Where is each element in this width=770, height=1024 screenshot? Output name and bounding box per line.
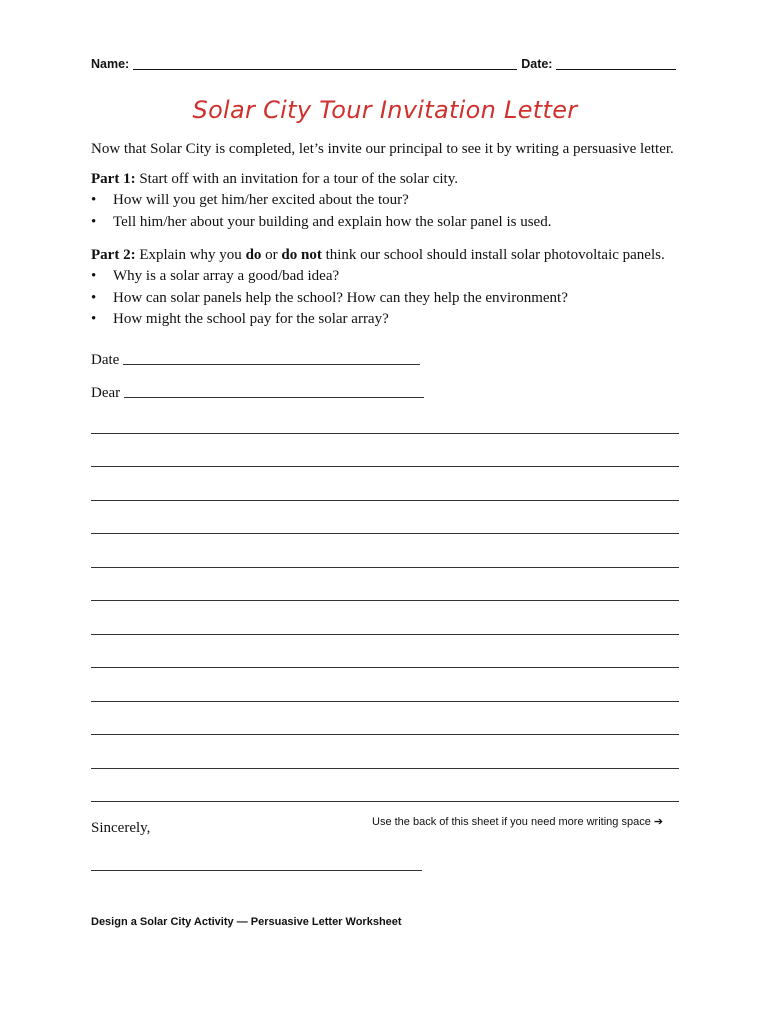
date-field[interactable] — [556, 57, 676, 70]
part-2-text: Explain why you — [135, 247, 246, 263]
list-item — [91, 288, 665, 310]
bullet-icon: • — [91, 289, 97, 306]
bullet-text: How will you get him/her excited about the tour? — [113, 192, 409, 208]
writing-line[interactable] — [91, 433, 679, 434]
writing-line[interactable] — [91, 500, 679, 501]
bullet-icon: • — [91, 213, 97, 230]
list-item — [91, 266, 665, 288]
list-item — [91, 212, 551, 234]
writing-line[interactable] — [91, 801, 679, 802]
part-1-text: Start off with an invitation for a tour of the solar city. — [135, 171, 458, 187]
footer-text: Design a Solar City Activity — Persuasive Letter Worksheet — [91, 916, 402, 928]
list-item — [91, 309, 665, 331]
list-item — [91, 190, 551, 212]
bullet-text: Tell him/her about your building and explain how the solar panel is used. — [113, 213, 552, 230]
writing-line[interactable] — [91, 600, 679, 601]
part-1-heading: Part 1: — [91, 171, 136, 187]
part-2-text-mid: or — [261, 247, 282, 263]
writing-line[interactable] — [91, 533, 679, 534]
letter-dear-label: Dear — [91, 385, 121, 401]
writing-line[interactable] — [91, 734, 679, 735]
part-2-emphasis-do: do — [245, 247, 262, 263]
part-2-emphasis-do-not: do not — [281, 247, 322, 263]
closing-text: Sincerely, — [91, 820, 151, 836]
bullet-text: Why is a solar array a good/bad idea? — [113, 268, 340, 284]
name-field[interactable] — [133, 57, 517, 70]
page-title: Solar City Tour Invitation Letter — [192, 96, 578, 124]
bullet-icon: • — [91, 192, 97, 208]
signature-line[interactable] — [91, 870, 422, 871]
header-fields — [91, 57, 676, 71]
name-label: Name: — [91, 57, 130, 71]
bullet-icon: • — [91, 268, 97, 284]
writing-line[interactable] — [91, 667, 679, 668]
letter-date-field[interactable] — [123, 351, 420, 365]
bullet-icon: • — [91, 311, 97, 327]
date-label: Date: — [521, 57, 553, 71]
part-2-section — [91, 244, 665, 331]
writing-line[interactable] — [91, 768, 679, 769]
letter-recipient-field[interactable] — [124, 384, 424, 398]
bullet-text: How can solar panels help the school? How can they help the environment? — [113, 289, 568, 306]
letter-date-label: Date — [91, 352, 120, 368]
part-2-text-end: think our school should install solar photovoltaic panels. — [321, 247, 665, 263]
part-1-section — [91, 168, 551, 233]
letter-date-row — [91, 351, 420, 369]
intro-text: Now that Solar City is completed, let’s invite our principal to see it by writing a persuasive letter. — [91, 141, 674, 157]
writing-line[interactable] — [91, 567, 679, 568]
bullet-text: How might the school pay for the solar array? — [113, 311, 389, 327]
writing-line[interactable] — [91, 466, 679, 467]
writing-line[interactable] — [91, 634, 679, 635]
writing-line[interactable] — [91, 701, 679, 702]
back-of-sheet-note: Use the back of this sheet if you need more writing space ➔ — [372, 816, 664, 828]
letter-dear-row — [91, 384, 424, 402]
part-2-heading: Part 2: — [91, 247, 136, 263]
